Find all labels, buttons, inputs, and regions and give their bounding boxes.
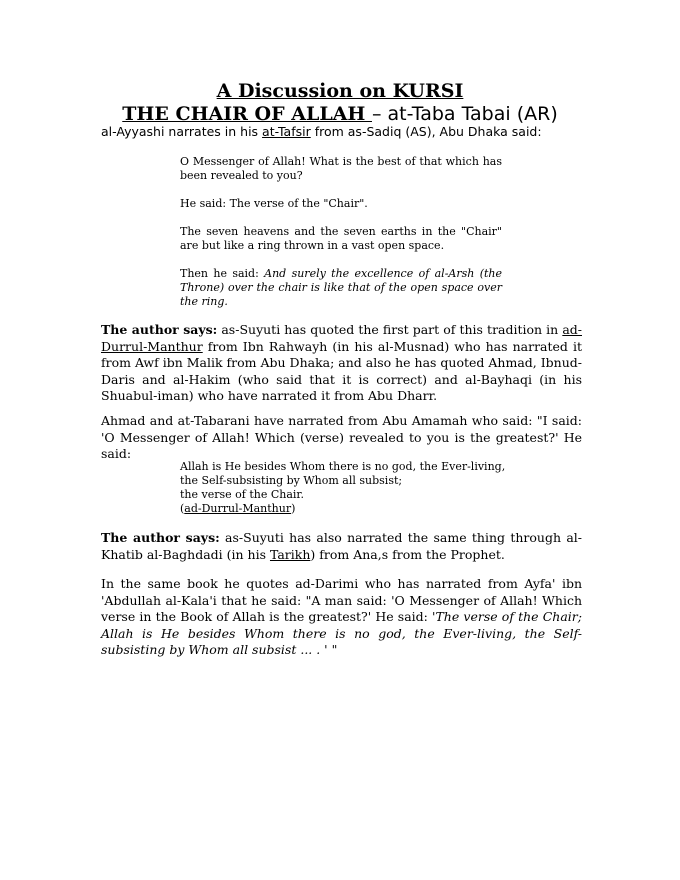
document-subtitle: [0, 103, 680, 125]
paragraph-4: [101, 576, 582, 659]
quote2-durrul-link[interactable]: ad-Durrul-Manthur: [184, 502, 292, 515]
quote2-line2: the Self-subsisting by Whom all subsist;: [180, 474, 403, 487]
quote2-line4: [180, 502, 520, 516]
para4-italic: 'The verse of the Chair; Allah is He besides Whom there is no god, the Ever-living, the Self-subsisting by Whom all subsist ... . ' ": [101, 609, 582, 657]
tarikh-link[interactable]: Tarikh: [269, 546, 311, 562]
durrul-manthur-link[interactable]: ad-Durrul-Manthur: [101, 322, 582, 354]
author-says-label-2: The author says:: [101, 530, 220, 545]
quote2-paren-close: ): [291, 502, 296, 515]
intro-text-before: al-Ayyashi narrates in his: [101, 124, 263, 139]
paragraph-1: [101, 322, 582, 405]
paragraph-2: Ahmad and at-Tabarani have narrated from Abu Amamah who said: "I said: 'O Messenger of Allah! Which (verse) revealed to you is the greatest?' He said:: [101, 413, 582, 461]
intro-line: [101, 124, 601, 140]
quote2-paren-open: (: [180, 502, 185, 515]
quote1-p1: O Messenger of Allah! What is the best of that which has been revealed to you?: [180, 155, 502, 182]
intro-text-after: from as-Sadiq (AS), Abu Dhaka said:: [310, 124, 542, 139]
para1-text2: from Ibn Rahwayh (in his al-Musnad) who has narrated it from Awf ibn Malik from Abu Dhaka; and also he has quoted Ahmad, Ibnud-Daris and al-Hakim (who said that it is correct) and al-Bayhaqi (in his Shuabul-iman) who have narrated it from Abu Dharr.: [101, 338, 583, 403]
author-says-label: The author says:: [101, 322, 218, 337]
quote2: [180, 460, 520, 516]
para3-text1: as-Suyuti has also narrated the same thing through al-Khatib al-Baghdadi (in his: [101, 530, 582, 562]
quote2-line1: Allah is He besides Whom there is no god, the Ever-living,: [180, 460, 506, 473]
paragraph-3: [101, 530, 582, 563]
para4-plain: In the same book he quotes ad-Darimi who has narrated from Ayfa' ibn 'Abdullah al-Kala'i that he said: "A man said: 'O Messenger of Allah! Which verse in the Book of Allah is the greatest?' He said:: [101, 576, 582, 624]
quote1-p2: He said: The verse of the "Chair".: [180, 197, 368, 210]
subtitle-bold: THE CHAIR OF ALLAH: [122, 103, 372, 125]
subtitle-rest: – at-Taba Tabai (AR): [371, 103, 558, 125]
tafsir-link[interactable]: at-Tafsir: [262, 124, 311, 139]
document-title: A Discussion on KURSI: [216, 80, 464, 102]
para1-text1: as-Suyuti has quoted the first part of this tradition in: [217, 322, 563, 337]
quote1-p4: [180, 267, 502, 309]
quote1-p4-italic: And surely the excellence of al-Arsh (the Throne) over the chair is like that of the open space over the ring.: [180, 267, 503, 308]
quote2-line3: the verse of the Chair.: [180, 488, 304, 501]
quote1-p3: The seven heavens and the seven earths in the "Chair" are but like a ring thrown in a vast open space.: [180, 225, 502, 252]
quote1-p4-plain: Then he said:: [180, 267, 265, 280]
para3-text2: ) from Ana,s from the Prophet.: [310, 546, 505, 562]
